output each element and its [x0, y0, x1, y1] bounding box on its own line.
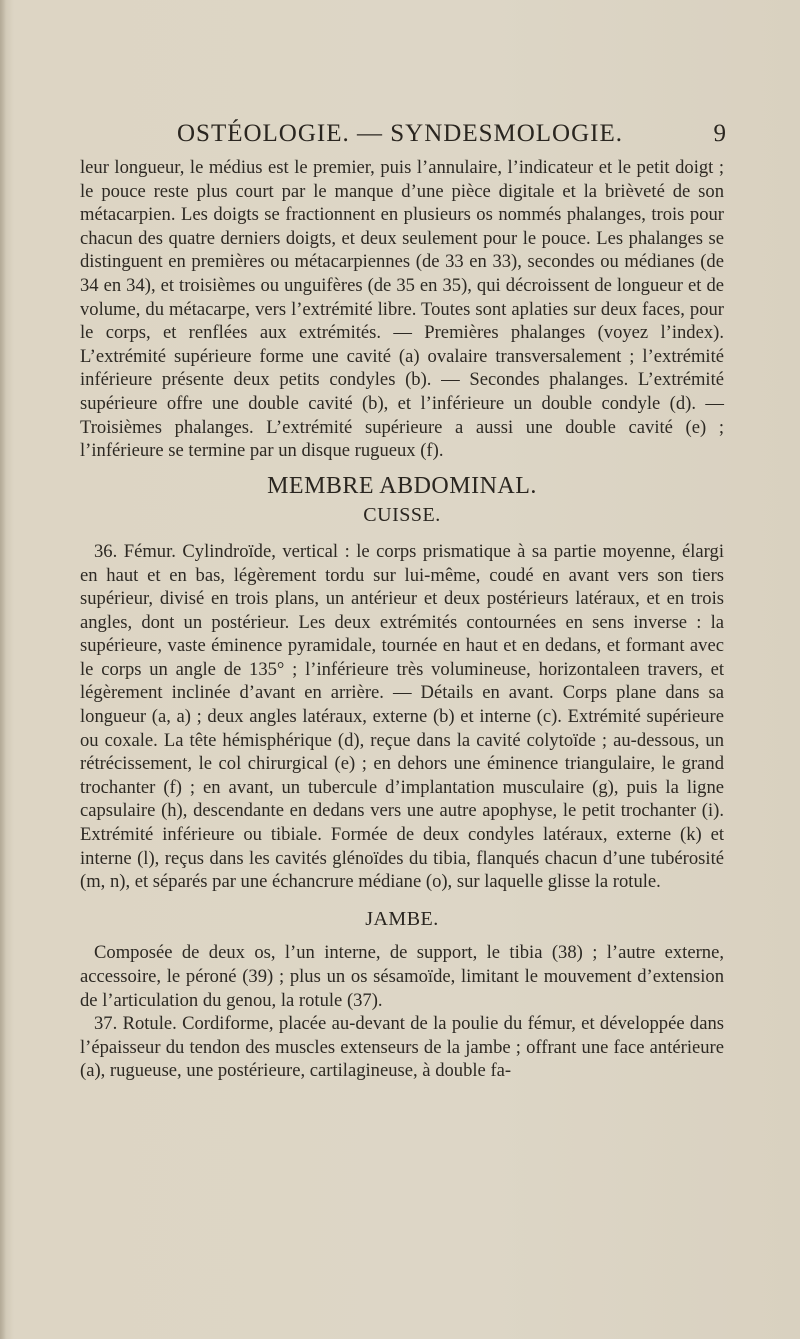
paragraph-rotule: 37. Rotule. Cordiforme, placée au-devant de la poulie du fémur, et développée dans l’épaisseur du tendon des muscles extenseurs de la jambe ; offrant une face antérieure (a), rugueuse, une postérieure, cartilagineuse, à double fa- — [80, 1013, 724, 1082]
page-number: 9 — [713, 120, 726, 147]
page-body — [80, 156, 724, 1083]
paragraph-phalanges: leur longueur, le médius est le premier, puis l’annulaire, l’indicateur et le petit doigt ; le pouce reste plus court par le manque d’une pièce digitale et la brièveté de son métacarpien. Les doigts se fractionnent en plusieurs os nommés phalanges, trois pour chacun des quatre derniers doigts, et deux seulement pour le pouce. Les phalanges se distinguent en premières ou métacarpiennes (de 33 en 33), secondes ou médianes (de 34 en 34), et troisièmes ou unguifères (de 35 en 35), qui décroissent de longueur et de volume, du métacarpe, vers l’extrémité libre. Toutes sont aplaties sur deux faces, pour le corps, et renflées aux extrémités. — Premières phalanges (voyez l’index). L’extrémité supérieure forme une cavité (a) ovalaire transversalement ; l’extrémité inférieure présente deux petits condyles (b). — Secondes phalanges. L’extrémité supérieure offre une double cavité (b), et l’inférieure un double condyle (d). — Troisièmes phalanges. L’extrémité supérieure a aussi une double cavité (e) ; l’inférieure se termine par un disque rugueux (f). — [80, 157, 724, 462]
paragraph-jambe: Composée de deux os, l’un interne, de support, le tibia (38) ; l’autre externe, accessoire, le péroné (39) ; plus un os sésamoïde, limitant le mouvement d’extension de l’articulation du genou, la rotule (37). — [80, 942, 724, 1011]
running-title: OSTÉOLOGIE. — SYNDESMOLOGIE. — [176, 120, 624, 147]
paragraph-femur: 36. Fémur. Cylindroïde, vertical : le corps prismatique à sa partie moyenne, élargi en haut et en bas, légèrement tordu sur lui-même, coudé en avant vers son tiers supérieur, divisé en trois plans, un antérieur et deux postérieurs latéraux, et en trois angles, dont un postérieur. Les deux extrémités contournées en sens inverse : la supérieure, vaste éminence pyramidale, tournée en haut et en dedans, et formant avec le corps un angle de 135° ; l’inférieure très volumineuse, horizontaleen travers, et légèrement inclinée d’avant en arrière. — Détails en avant. Corps plane dans sa longueur (a, a) ; deux angles latéraux, externe (b) et interne (c). Extrémité supérieure ou coxale. La tête hémisphérique (d), reçue dans la cavité colytoïde ; au-dessous, un rétrécissement, le col chirurgical (e) ; en dehors une éminence triangulaire, le grand trochanter (f) ; en avant, un tubercule d’implantation musculaire (g), puis la ligne capsulaire (h), descendante en dedans vers une autre apophyse, le petit trochanter (i). Extrémité inférieure ou tibiale. Formée de deux condyles latéraux, externe (k) et interne (l), reçus dans les cavités glénoïdes du tibia, flanqués chacun d’une tubérosité (m, n), et séparés par une échancrure médiane (o), sur laquelle glisse la rotule. — [80, 540, 724, 893]
section-title-cuisse: CUISSE. — [363, 504, 441, 527]
section-title-membre-abdominal: MEMBRE ABDOMINAL. — [267, 472, 537, 499]
page-header — [80, 120, 726, 156]
section-title-jambe: JAMBE. — [365, 907, 439, 930]
